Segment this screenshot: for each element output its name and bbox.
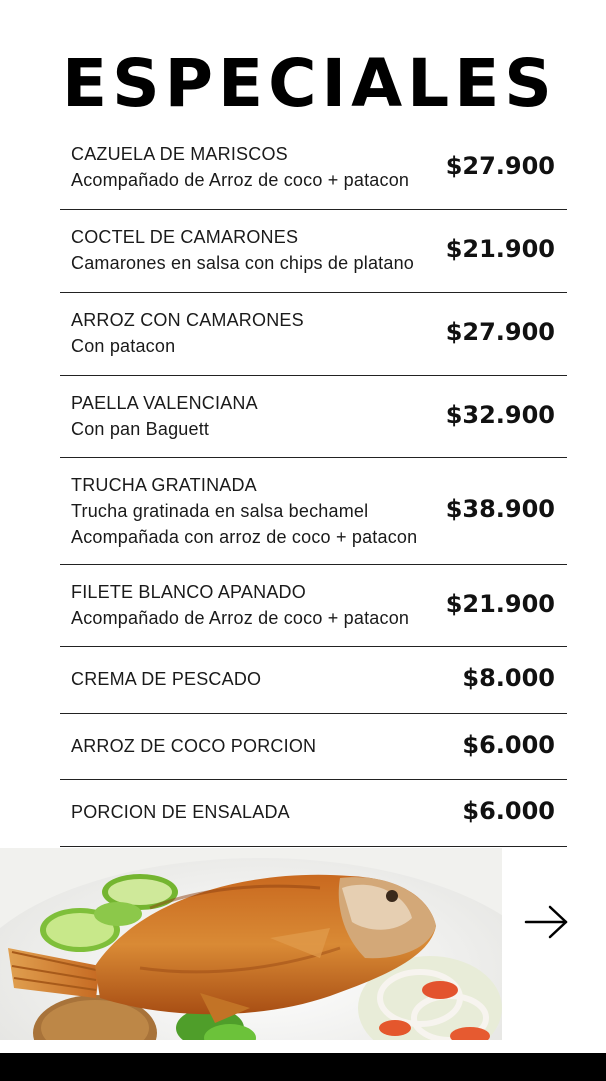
item-name: PORCION DE ENSALADA: [71, 802, 290, 822]
menu-item-trucha-gratinada: [60, 458, 567, 565]
item-price: $21.900: [445, 590, 555, 618]
item-name: PAELLA VALENCIANA: [71, 393, 258, 413]
item-price: $27.900: [445, 152, 555, 180]
menu-item-arroz-con-camarones: [60, 293, 567, 376]
item-description: Con pan Baguett: [71, 419, 210, 439]
bottom-bar: [0, 1053, 606, 1081]
item-name: CREMA DE PESCADO: [71, 669, 262, 689]
menu-item-arroz-de-coco-porcion: [60, 714, 567, 780]
item-description: Acompañado de Arroz de coco + patacon: [71, 608, 410, 628]
menu-item-crema-de-pescado: [60, 647, 567, 714]
fried-fish-photo: [0, 848, 502, 1053]
item-description: Camarones en salsa con chips de platano: [71, 253, 415, 273]
item-name: COCTEL DE CAMARONES: [71, 227, 299, 247]
item-price: $38.900: [445, 495, 555, 523]
menu-list: [60, 128, 567, 847]
item-price: $32.900: [445, 401, 555, 429]
menu-item-coctel-de-camarones: [60, 210, 567, 293]
item-price: $6.000: [462, 797, 555, 825]
page-title: ESPECIALES: [62, 45, 557, 122]
arrow-right-icon[interactable]: [522, 904, 570, 940]
item-price: $6.000: [462, 731, 555, 759]
menu-item-filete-blanco-apanado: [60, 565, 567, 647]
item-name: ARROZ DE COCO PORCION: [71, 736, 317, 756]
menu-item-paella-valenciana: [60, 376, 567, 458]
item-price: $21.900: [445, 235, 555, 263]
menu-item-cazuela-de-mariscos: [60, 128, 567, 210]
item-name: FILETE BLANCO APANADO: [71, 582, 306, 602]
item-description: Acompañada con arroz de coco + patacon: [71, 527, 418, 547]
item-name: ARROZ CON CAMARONES: [71, 310, 304, 330]
item-price: $8.000: [462, 664, 555, 692]
item-name: CAZUELA DE MARISCOS: [71, 144, 288, 164]
item-description: Trucha gratinada en salsa bechamel: [71, 501, 369, 521]
menu-item-porcion-de-ensalada: [60, 780, 567, 847]
bottom-spacer: [0, 1040, 606, 1053]
item-description: Acompañado de Arroz de coco + patacon: [71, 170, 410, 190]
item-price: $27.900: [445, 318, 555, 346]
item-name: TRUCHA GRATINADA: [71, 475, 257, 495]
item-description: Con patacon: [71, 336, 176, 356]
